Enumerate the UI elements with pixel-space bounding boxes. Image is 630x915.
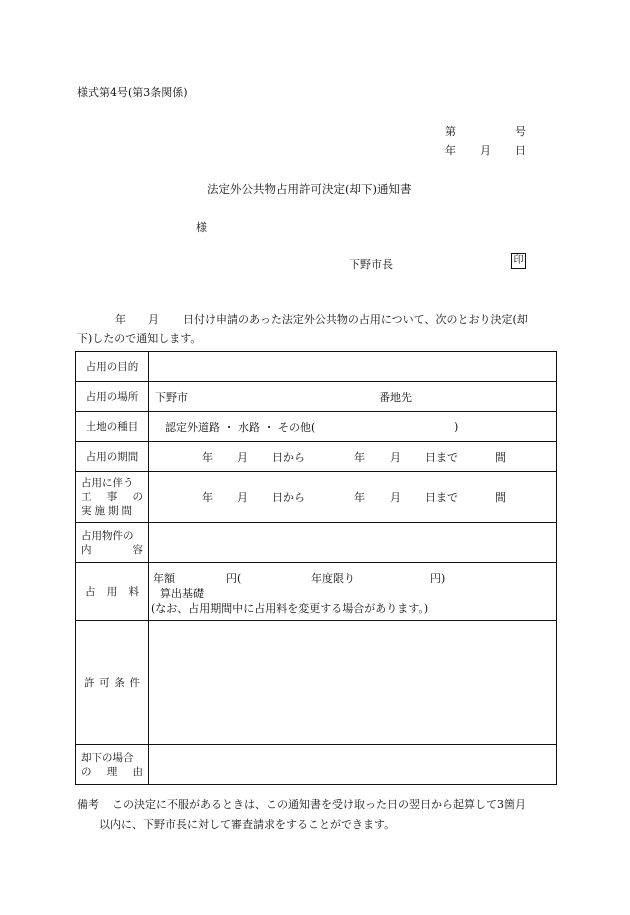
intro-line1: 日付け申請のあった法定外公共物の占用について、次のとおり決定(却 [183, 313, 528, 326]
label-char: 用 [106, 585, 118, 598]
construction-year: 年 [202, 491, 213, 504]
date-month: 月 [480, 144, 491, 157]
remarks-line2: 以内に、下野市長に対して審査請求をすることができます。 [99, 818, 396, 831]
label-char: 条 [114, 676, 125, 689]
remarks-line1: この決定に不服があるときは、この通知書を受け取った日の翌日から起算して3箇月 [112, 798, 526, 811]
label-char: 由 [132, 765, 143, 778]
date-year: 年 [445, 144, 456, 157]
label-object [76, 523, 149, 563]
label-fee [76, 563, 149, 621]
label-rejection-line2 [81, 765, 143, 779]
fee-note: (なお、占用期間中に占用料を変更する場合があります。) [151, 602, 429, 615]
construction-month: 月 [237, 491, 248, 504]
intro-year: 年 [115, 313, 126, 326]
label-object-line1: 占用物件の [81, 529, 134, 542]
label-construction [76, 472, 149, 523]
construction-from: 日から [272, 491, 305, 504]
seal-mark-label: 印 [511, 253, 526, 269]
period-year: 年 [202, 450, 213, 464]
period-year2: 年 [354, 450, 365, 464]
label-char: 占 [85, 585, 96, 598]
label-char: 許 [84, 676, 95, 689]
label-char: の [81, 765, 92, 778]
fee-annual: 年額 [153, 572, 175, 585]
period-from: 日から [272, 450, 305, 464]
label-construction-line2 [81, 490, 143, 504]
label-construction-line3: 実施期間 [81, 505, 135, 517]
period-until: 日まで [425, 450, 458, 464]
issuer-name: 下野市長 [349, 258, 393, 271]
label-char: 事 [106, 491, 118, 503]
value-construction [149, 472, 557, 523]
value-period [149, 442, 557, 472]
row-fee [76, 563, 557, 621]
value-land-type [149, 412, 557, 442]
row-conditions [76, 621, 557, 745]
value-location [149, 382, 557, 412]
label-char: 件 [129, 676, 140, 689]
fee-basis: 算出基礎 [160, 587, 204, 600]
construction-year2: 年 [354, 491, 365, 504]
seal-mark [511, 253, 526, 269]
doc-number-suffix: 号 [515, 125, 526, 138]
label-char: 工 [81, 491, 92, 503]
row-land-type [76, 412, 557, 442]
period-month: 月 [237, 450, 248, 464]
value-fee [149, 563, 557, 621]
label-char: 料 [128, 585, 139, 598]
application-table [75, 351, 557, 785]
date-day: 日 [515, 144, 526, 157]
label-location: 占用の場所 [76, 382, 149, 412]
construction-until: 日まで [425, 491, 458, 504]
fee-fiscal-year: 年度限り [311, 572, 355, 585]
label-char: 可 [99, 676, 110, 689]
label-land-type: 土地の種目 [76, 412, 149, 442]
row-rejection [76, 745, 557, 785]
location-suffix: 番地先 [379, 390, 412, 404]
label-purpose: 占用の目的 [76, 352, 149, 382]
intro-line2: 下)したので通知します。 [77, 332, 202, 345]
fee-yen-close: 円) [430, 572, 446, 585]
form-number: 様式第4号(第3条関係) [77, 86, 188, 99]
remarks-heading: 備考 [77, 798, 99, 811]
row-location [76, 382, 557, 412]
doc-number-prefix: 第 [445, 125, 456, 138]
intro-month: 月 [148, 313, 159, 326]
row-object [76, 523, 557, 563]
value-purpose [149, 352, 557, 382]
construction-month2: 月 [390, 491, 401, 504]
land-type-options: 認定外道路 ・ 水路 ・ その他( [165, 420, 316, 434]
land-type-close: ) [454, 420, 459, 433]
row-purpose [76, 352, 557, 382]
label-period: 占用の期間 [76, 442, 149, 472]
addressee-suffix: 様 [196, 221, 207, 234]
label-char: 容 [132, 543, 143, 556]
location-city: 下野市 [155, 390, 188, 404]
value-conditions [149, 621, 557, 745]
period-duration: 間 [495, 450, 506, 464]
label-conditions [76, 621, 149, 745]
label-char: の [132, 491, 143, 503]
label-construction-line1: 占用に伴う [81, 477, 134, 489]
value-rejection [149, 745, 557, 785]
document-title: 法定外公共物占用許可決定(却下)通知書 [207, 182, 412, 196]
fee-yen-open: 円( [226, 572, 242, 585]
value-object [149, 523, 557, 563]
label-char: 理 [106, 765, 118, 778]
construction-duration: 間 [495, 491, 506, 504]
row-construction [76, 472, 557, 523]
row-period [76, 442, 557, 472]
label-char: 内 [81, 543, 92, 556]
label-rejection [76, 745, 149, 785]
label-object-line2 [81, 543, 143, 557]
label-rejection-line1: 却下の場合 [81, 751, 134, 764]
period-month2: 月 [390, 450, 401, 464]
